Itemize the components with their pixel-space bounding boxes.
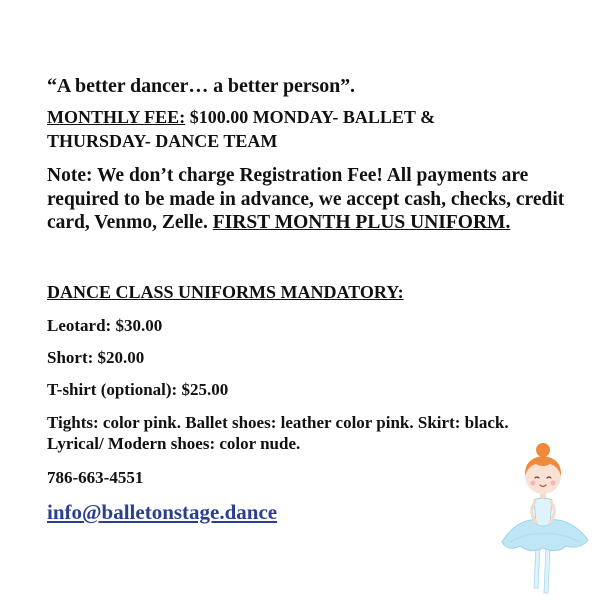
ballerina-illustration	[488, 438, 598, 598]
monthly-fee-schedule: THURSDAY- DANCE TEAM	[47, 131, 278, 151]
monthly-fee-label: MONTHLY FEE:	[47, 107, 186, 127]
uniform-details: Tights: color pink. Ballet shoes: leather color pink. Skirt: black. Lyrical/ Modern shoes: color nude.	[47, 413, 509, 453]
leotard-price: Leotard: $30.00	[47, 316, 163, 335]
payment-note	[47, 164, 577, 235]
monthly-fee-line	[47, 107, 435, 128]
payment-note-emphasis: FIRST MONTH PLUS UNIFORM.	[212, 212, 511, 233]
short-price: Short: $20.00	[47, 348, 145, 367]
email-link[interactable]: info@balletonstage.dance	[47, 500, 278, 524]
tagline: “A better dancer… a better person”.	[47, 75, 355, 97]
phone-number: 786-663-4551	[47, 468, 144, 487]
payment-note-text: Note: We don’t charge Registration Fee! All payments are required to be made in advance, we accept cash, checks, credit card, Venmo, Zelle.	[47, 165, 565, 233]
uniforms-heading: DANCE CLASS UNIFORMS MANDATORY:	[47, 282, 404, 302]
tshirt-price: T-shirt (optional): $25.00	[47, 380, 229, 399]
monthly-fee-amount: $100.00 MONDAY- BALLET &	[185, 107, 436, 127]
